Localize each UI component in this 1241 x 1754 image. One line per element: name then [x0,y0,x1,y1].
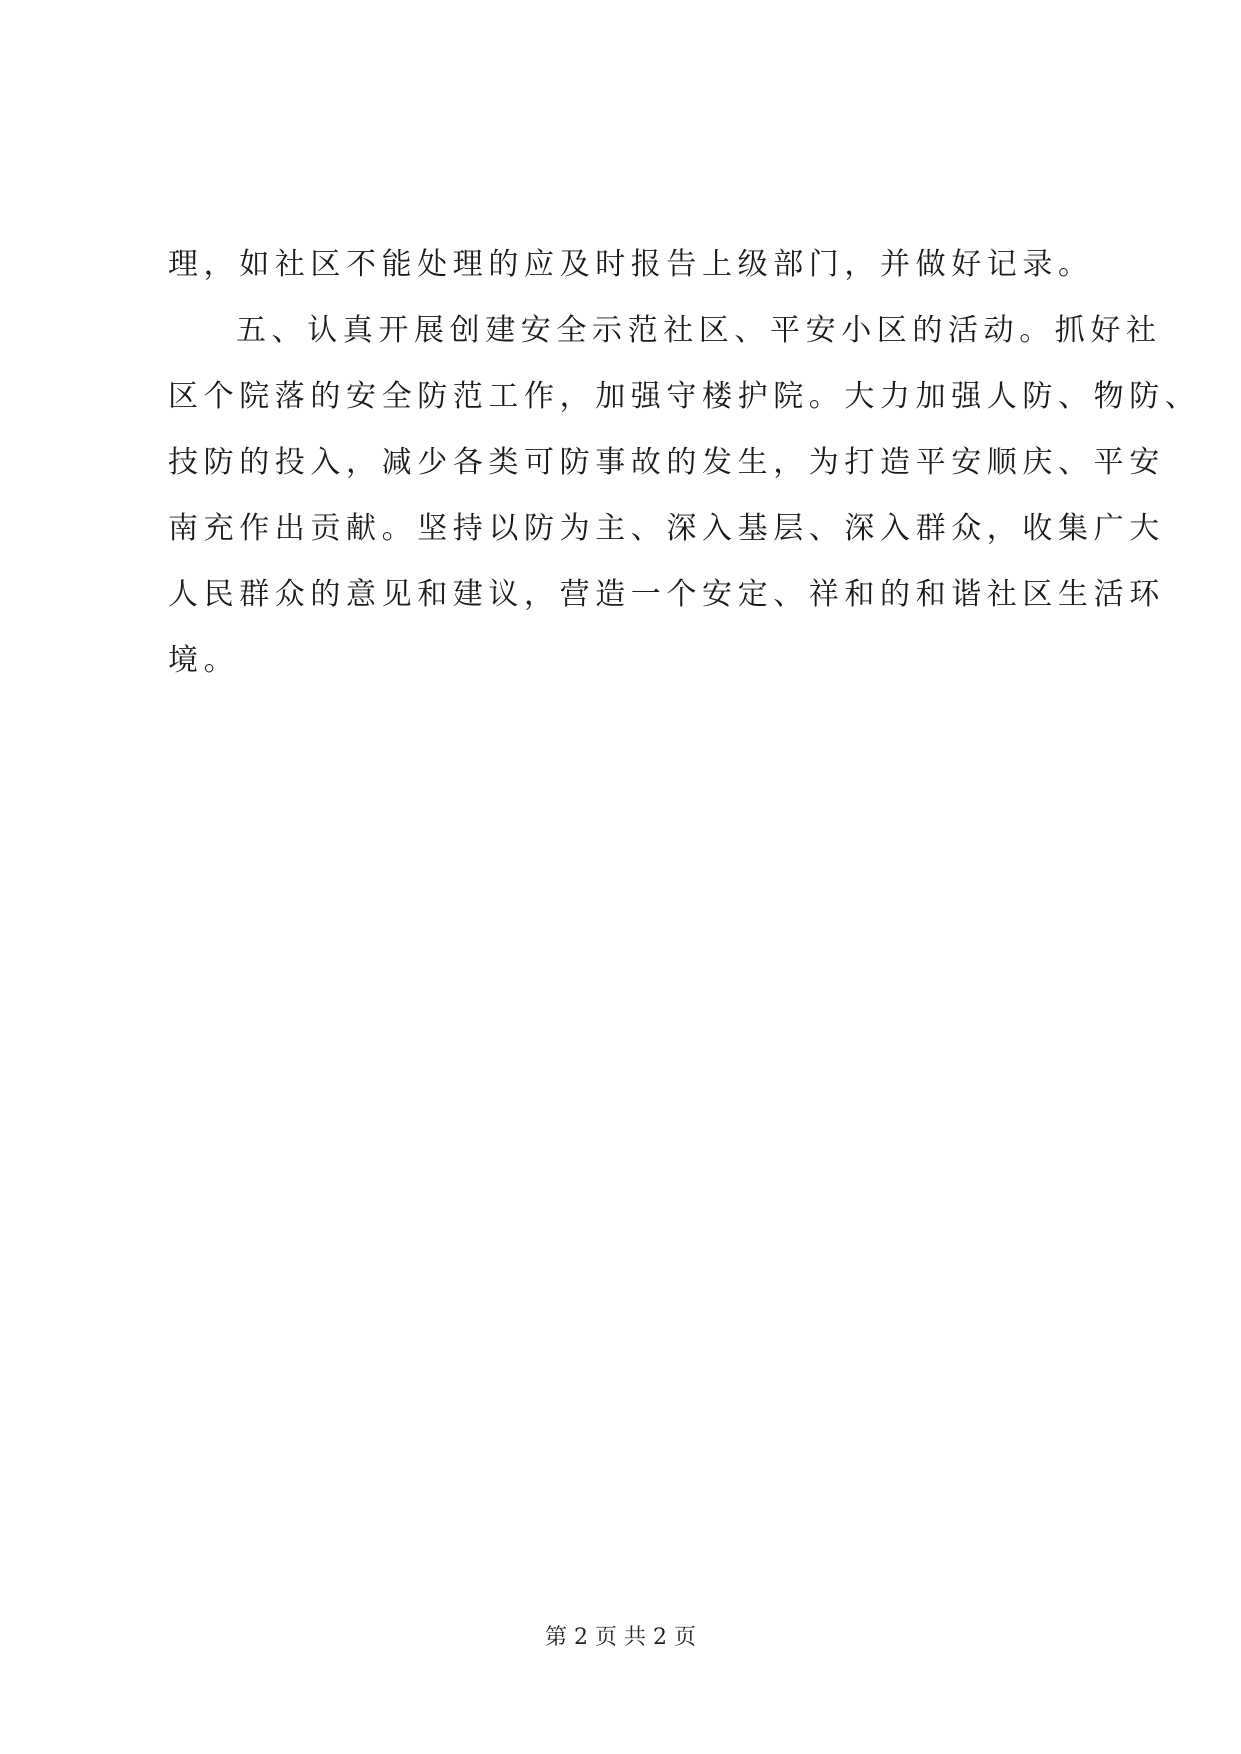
paragraph-five-line: 五、认真开展创建安全示范社区、平安小区的活动。抓好社 [236,313,1162,348]
text-line: 人民群众的意见和建议，营造一个安定、祥和的和谐社区生活环 [168,577,1165,612]
text-line: 南充作出贡献。坚持以防为主、深入基层、深入群众，收集广大 [168,511,1165,546]
text-line: 境。 [168,643,240,678]
text-line: 技防的投入，减少各类可防事故的发生，为打造平安顺庆、平安 [168,445,1165,480]
text-line: 区个院落的安全防范工作，加强守楼护院。大力加强人防、物防、 [168,379,1201,414]
text-line: 理，如社区不能处理的应及时报告上级部门，并做好记录。 [168,247,1094,282]
body-text [168,232,1201,694]
page-footer: 第 2 页 共 2 页 [545,1625,696,1650]
